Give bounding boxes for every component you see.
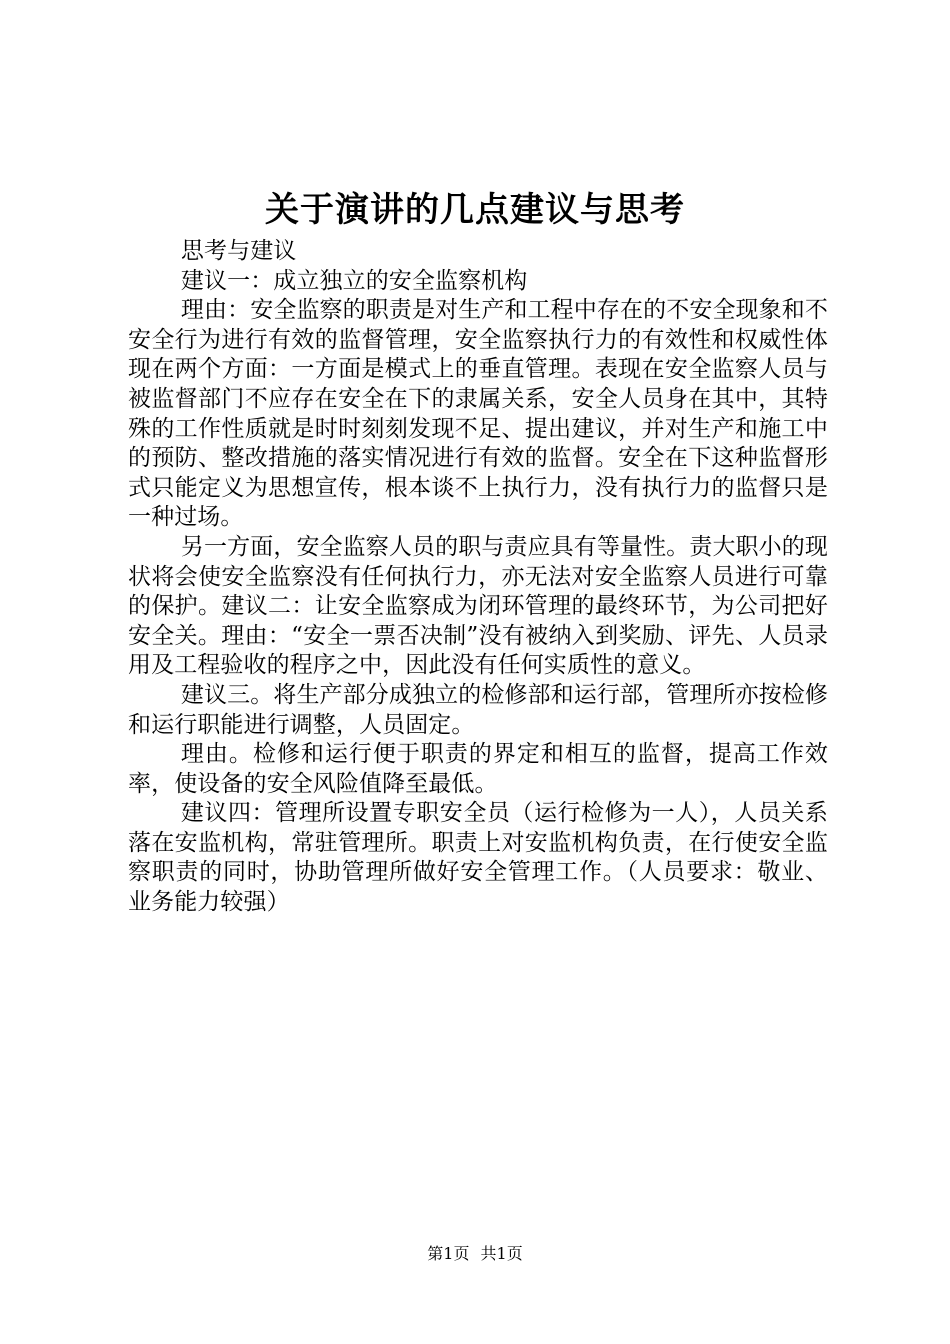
page-footer — [0, 1243, 950, 1265]
paragraph-suggestion-1: 建议一：成立独立的安全监察机构 — [180, 267, 528, 294]
paragraph-reason-3: 理由。检修和运行便于职责的界定和相互的监督，提高工作效率，使设备的安全风险值降至最低。 — [128, 741, 828, 797]
paragraph-heading: 思考与建议 — [180, 238, 297, 264]
paragraph-reason-1: 理由：安全监察的职责是对生产和工程中存在的不安全现象和不安全行为进行有效的监督管理，安全监察执行力的有效性和权威性体现在两个方面：一方面是模式上的垂直管理。表现在安全监察人员与被监督部门不应存在安全在下的隶属关系，安全人员身在其中，其特殊的工作性质就是时时刻刻发现不足、提出建议，并对生产和施工中的预防、整改措施的落实情况进行有效的监督。安全在下这种监督形式只能定义为思想宣传，根本谈不上执行力，没有执行力的监督只是一种过场。 — [128, 297, 828, 531]
page-total: 共1页 — [480, 1244, 523, 1263]
document-body — [128, 237, 828, 918]
paragraph-other-aspect: 另一方面，安全监察人员的职与责应具有等量性。责大职小的现状将会使安全监察没有任何执行力，亦无法对安全监察人员进行可靠的保护。建议二：让安全监察成为闭环管理的最终环节，为公司把好安全关。理由：“安全一票否决制”没有被纳入到奖励、评先、人员录用及工程验收的程序之中，因此没有任何实质性的意义。 — [128, 533, 828, 679]
page-number: 第1页 — [427, 1244, 470, 1263]
paragraph-suggestion-3: 建议三。将生产部分成独立的检修部和运行部，管理所亦按检修和运行职能进行调整，人员固定。 — [128, 681, 828, 738]
document-title: 关于演讲的几点建议与思考 — [265, 190, 685, 230]
paragraph-suggestion-4: 建议四：管理所设置专职安全员（运行检修为一人），人员关系落在安监机构，常驻管理所。职责上对安监机构负责，在行使安全监察职责的同时，协助管理所做好安全管理工作。（人员要求：敬业、业务能力较强） — [128, 800, 828, 916]
